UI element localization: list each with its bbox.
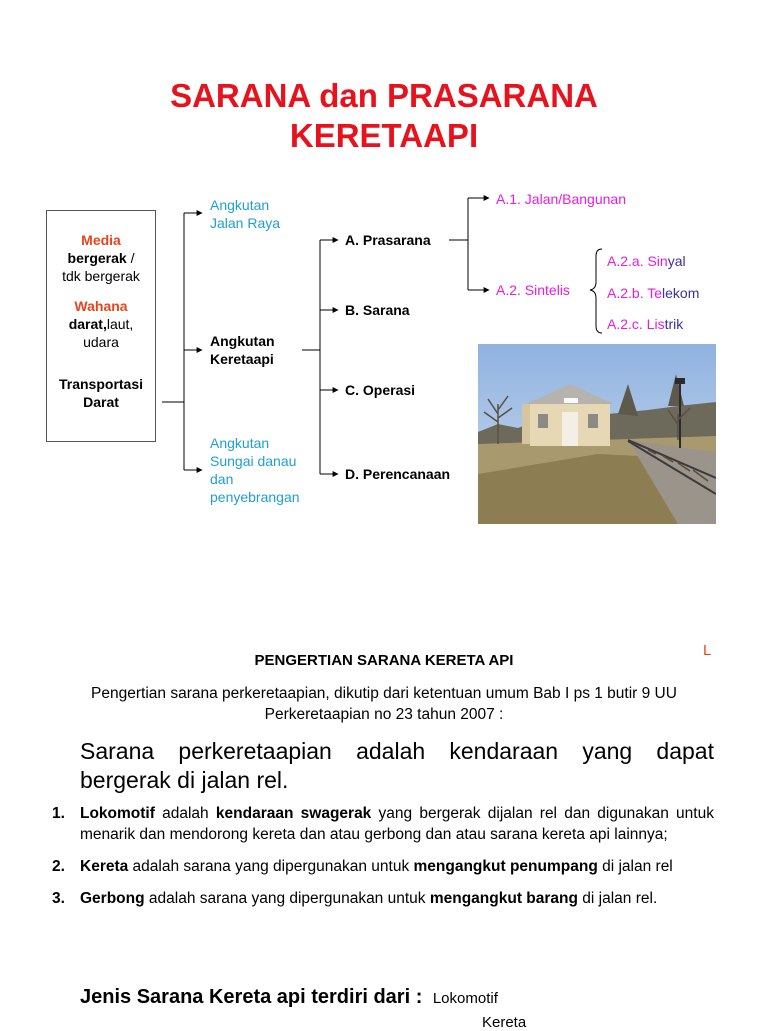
wahana-line-1 [46, 315, 156, 333]
context-box-content [46, 231, 156, 411]
listrik-suffix: trik [664, 316, 684, 332]
list-item [52, 888, 714, 909]
list-emphasis: mengangkut penumpang [413, 858, 598, 875]
list-number: 2. [52, 858, 65, 875]
media-bergerak: bergerak [67, 250, 127, 266]
listrik-prefix: A.2.c. Lis [607, 316, 665, 332]
sintelis-listrik [607, 315, 683, 333]
angkutan-jalan-raya [210, 196, 280, 232]
angkutan-sungai-line-4: penyebrangan [210, 489, 300, 505]
transport-line-1: Transportasi [58, 376, 144, 392]
list-term: Kereta [80, 858, 129, 875]
section-heading: PENGERTIAN SARANA KERETA API [254, 652, 514, 669]
list-item [52, 803, 714, 845]
angkutan-sungai-line-2: Sungai danau [210, 453, 297, 469]
list-term: Gerbong [80, 890, 145, 907]
intro-line-2: Perkeretaapian no 23 tahun 2007 : [264, 706, 504, 723]
sintelis-telekom [607, 284, 699, 302]
title-line-1: SARANA dan PRASARANA [170, 77, 598, 114]
intro-paragraph [50, 683, 718, 725]
title-line-2: KERETAAPI [289, 117, 479, 154]
angkutan-sungai [210, 434, 300, 506]
station-photo-drawing [478, 344, 716, 524]
station-photo [478, 344, 716, 524]
sinyal-suffix: yal [667, 253, 686, 269]
angkutan-keretaapi-line-1: Angkutan [210, 333, 275, 349]
media-label: Media [81, 232, 121, 248]
jenis-item-1: Lokomotif [432, 990, 498, 1007]
list-number: 3. [52, 890, 65, 907]
branch-sarana: B. Sarana [345, 302, 410, 318]
marker-letter: L [703, 642, 712, 659]
list-text: adalah [154, 805, 216, 822]
list-item [52, 856, 714, 877]
media-line-1 [46, 249, 156, 267]
list-emphasis: mengangkut barang [429, 890, 578, 907]
sintelis-sinyal [607, 252, 686, 270]
prasarana-jalan-bangunan: A.1. Jalan/Bangunan [496, 191, 626, 207]
wahana-laut: laut, [106, 316, 134, 332]
angkutan-jalan-raya-line-2: Jalan Raya [210, 215, 281, 231]
jenis-item-2: Kereta [482, 1014, 527, 1031]
list-text: adalah sarana yang dipergunakan untuk [128, 858, 414, 875]
wahana-line-2: udara [83, 334, 119, 350]
wahana-darat: darat, [68, 316, 107, 332]
jenis-section [80, 986, 740, 1009]
intro-line-1: Pengertian sarana perkeretaapian, dikutip dari ketentuan umum Bab I ps 1 butir 9 UU [91, 685, 677, 702]
list-emphasis: kendaraan swagerak [215, 805, 372, 822]
angkutan-keretaapi-line-2: Keretaapi [210, 351, 274, 367]
angkutan-sungai-line-3: dan [210, 471, 234, 487]
sinyal-prefix: A.2.a. Sin [607, 253, 668, 269]
list-number: 1. [52, 805, 65, 822]
list-text-rest: di jalan rel [597, 858, 673, 875]
transport-line-2: Darat [83, 394, 119, 410]
definition-text: Sarana perkeretaapian adalah kendaraan yang dapat bergerak di jalan rel. [80, 738, 714, 793]
media-slash: / [126, 250, 135, 266]
angkutan-jalan-raya-line-1: Angkutan [210, 197, 270, 213]
branch-operasi: C. Operasi [345, 382, 416, 398]
media-line-2: tdk bergerak [62, 268, 140, 284]
list-text-rest: di jalan rel. [577, 890, 658, 907]
list-text: adalah sarana yang dipergunakan untuk [144, 890, 430, 907]
list-term: Lokomotif [80, 805, 155, 822]
sarana-type-list [52, 803, 714, 920]
telekom-prefix: A.2.b. Te [607, 285, 663, 301]
jenis-heading: Jenis Sarana Kereta api terdiri dari : [80, 986, 423, 1008]
angkutan-keretaapi [210, 332, 275, 368]
branch-perencanaan: D. Perencanaan [345, 466, 451, 482]
angkutan-sungai-line-1: Angkutan [210, 435, 270, 451]
prasarana-sintelis: A.2. Sintelis [496, 282, 570, 298]
branch-prasarana: A. Prasarana [345, 232, 431, 248]
list-text-rest: yang bergerak dijalan rel dan digunakan untuk menarik dan mendorong kereta dan atau gerbong dan atau sarana kereta api lainnya; [80, 805, 714, 843]
telekom-suffix: lekom [662, 285, 700, 301]
wahana-label: Wahana [74, 298, 128, 314]
